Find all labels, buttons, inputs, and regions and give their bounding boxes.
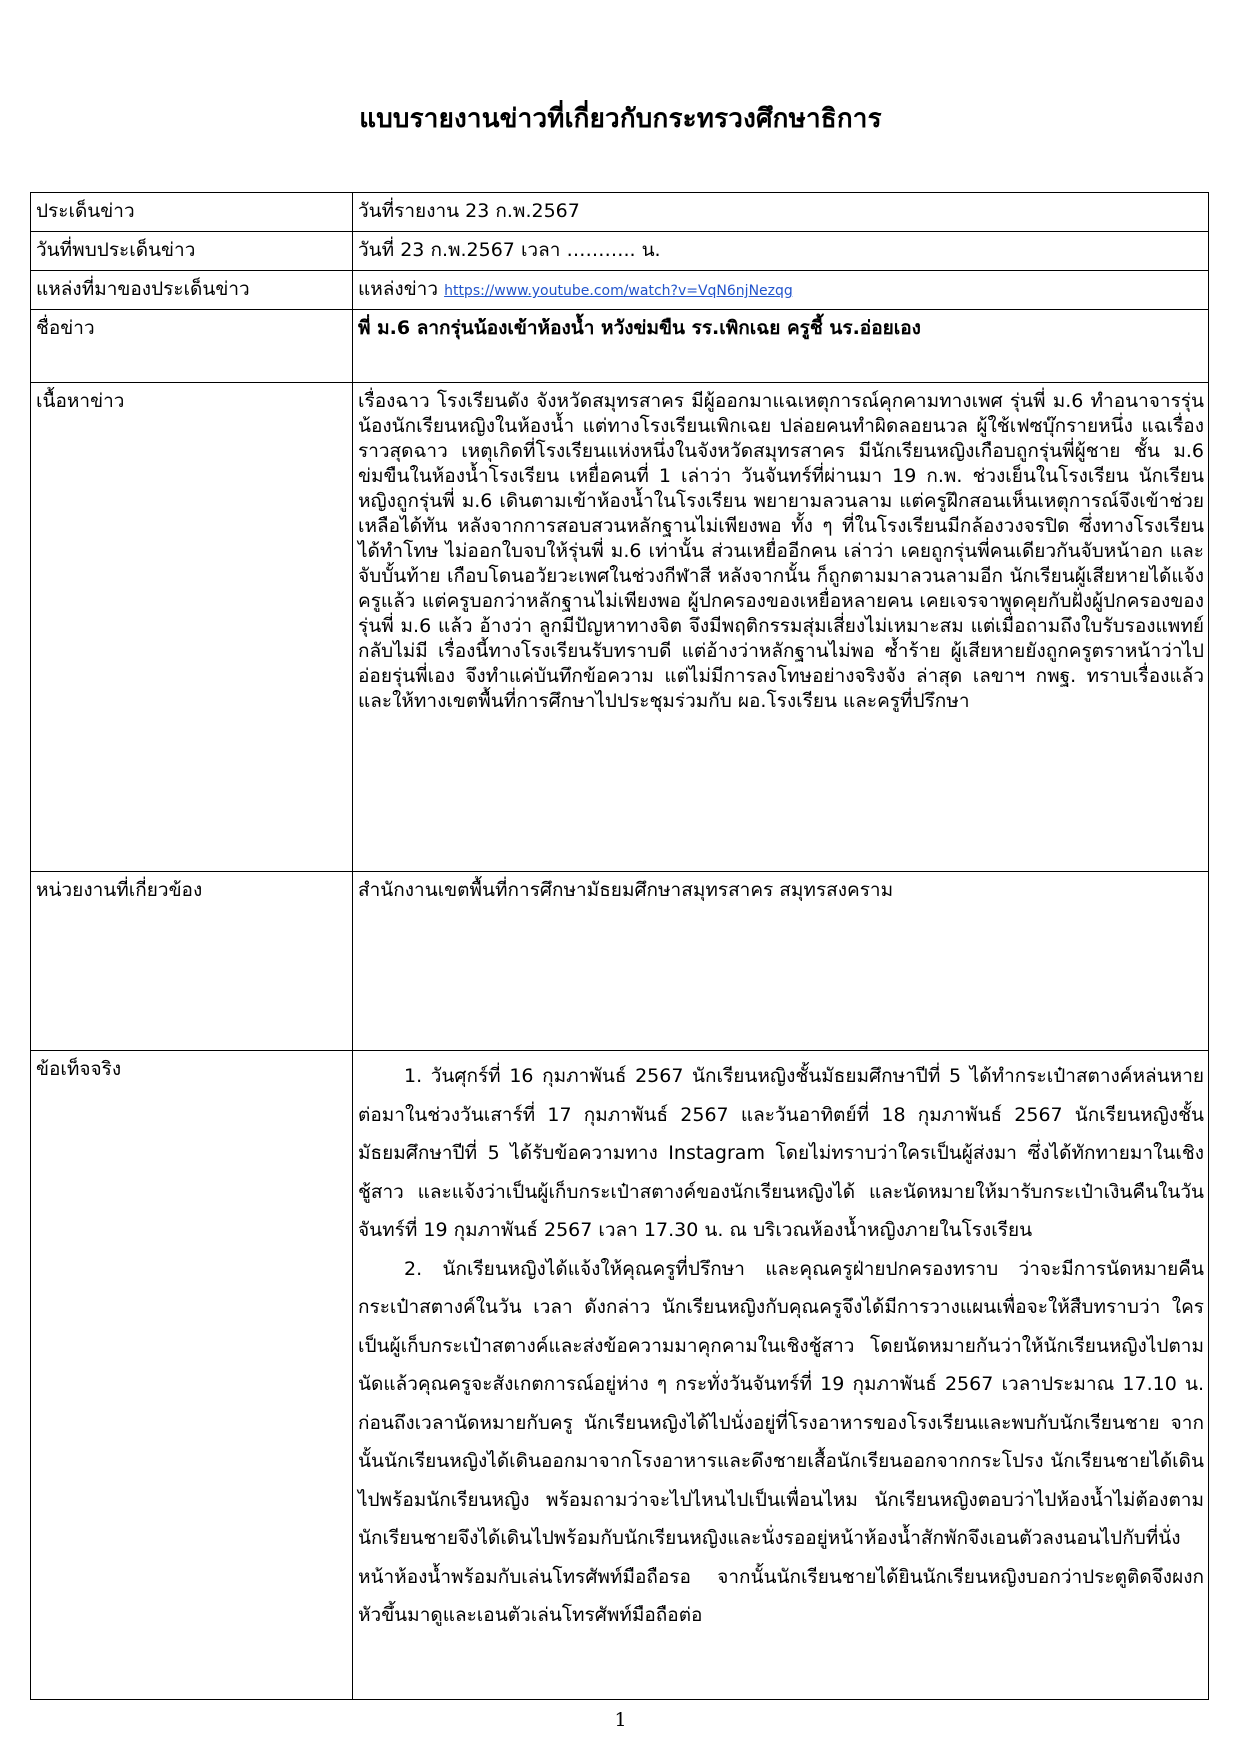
row-headline	[31, 310, 1209, 383]
value-news-issue: วันที่รายงาน 23 ก.พ.2567	[353, 193, 1209, 232]
value-date-found: วันที่ 23 ก.พ.2567 เวลา ……….. น.	[353, 232, 1209, 271]
row-news-body	[31, 383, 1209, 872]
label-headline: ชื่อข่าว	[31, 310, 353, 383]
source-prefix: แหล่งข่าว	[358, 278, 439, 300]
facts-paragraph-1: 1. วันศุกร์ที่ 16 กุมภาพันธ์ 2567 นักเรียนหญิงชั้นมัธยมศึกษาปีที่ 5 ได้ทำกระเป๋าสตางค์หล่นหาย ต่อมาในช่วงวันเสาร์ที่ 17 กุมภาพันธ์ 2567 และวันอาทิตย์ที่ 18 กุมภาพันธ์ 2567 นักเรียนหญิงชั้นมัธยมศึกษาปีที่ 5 ได้รับข้อความทาง Instagram โดยไม่ทราบว่าใครเป็นผู้ส่งมา ซึ่งได้ทักทายมาในเชิงชู้สาว และแจ้งว่าเป็นผู้เก็บกระเป๋าสตางค์ของนักเรียนหญิงได้ และนัดหมายให้มารับกระเป๋าเงินคืนในวันจันทร์ที่ 19 กุมภาพันธ์ 2567 เวลา 17.30 น. ณ บริเวณห้องน้ำหญิงภายในโรงเรียน	[358, 1065, 1204, 1241]
report-table	[30, 192, 1209, 1700]
facts-paragraph-2: 2. นักเรียนหญิงได้แจ้งให้คุณครูที่ปรึกษา และคุณครูฝ่ายปกครองทราบ ว่าจะมีการนัดหมายคืนกระเป๋าสตางค์ในวัน เวลา ดังกล่าว นักเรียนหญิงกับคุณครูจึงได้มีการวางแผนเพื่อจะให้สืบทราบว่า ใครเป็นผู้เก็บกระเป๋าสตางค์และส่งข้อความมาคุกคามในเชิงชู้สาว โดยนัดหมายกันว่าให้นักเรียนหญิงไปตามนัดแล้วคุณครูจะสังเกตการณ์อยู่ห่าง ๆ กระทั่งวันจันทร์ที่ 19 กุมภาพันธ์ 2567 เวลาประมาณ 17.10 น. ก่อนถึงเวลานัดหมายกับครู นักเรียนหญิงได้ไปนั่งอยู่ที่โรงอาหารของโรงเรียนและพบกับนักเรียนชาย จากนั้นนักเรียนหญิงได้เดินออกมาจากโรงอาหารและดึงชายเสื้อนักเรียนออกจากกระโปรง นักเรียนชายได้เดินไปพร้อมนักเรียนหญิง พร้อมถามว่าจะไปไหนไปเป็นเพื่อนไหม นักเรียนหญิงตอบว่าไปห้องน้ำไม่ต้องตาม นักเรียนชายจึงได้เดินไปพร้อมกับนักเรียนหญิงและนั่งรออยู่หน้าห้องน้ำสักพักจึงเอนตัวลงนอนไปกับที่นั่งหน้าห้องน้ำพร้อมกับเล่นโทรศัพท์มือถือรอ จากนั้นนักเรียนชายได้ยินนักเรียนหญิงบอกว่าประตูติดจึงผงกหัวขึ้นมาดูและเอนตัวเล่นโทรศัพท์มือถือต่อ	[358, 1257, 1204, 1626]
label-facts: ข้อเท็จจริง	[31, 1051, 353, 1700]
value-headline: พี่ ม.6 ลากรุ่นน้องเข้าห้องน้ำ หวังข่มขืน รร.เพิกเฉย ครูชี้ นร.อ่อยเอง	[353, 310, 1209, 383]
row-news-issue	[31, 193, 1209, 232]
row-date-found	[31, 232, 1209, 271]
label-news-source: แหล่งที่มาของประเด็นข่าว	[31, 271, 353, 310]
row-facts	[31, 1051, 1209, 1700]
value-related-agency: สำนักงานเขตพื้นที่การศึกษามัธยมศึกษาสมุทรสาคร สมุทรสงคราม	[353, 872, 1209, 1051]
row-news-source	[31, 271, 1209, 310]
page-number: 1	[614, 1709, 627, 1731]
value-news-body: เรื่องฉาว โรงเรียนดัง จังหวัดสมุทรสาคร มีผู้ออกมาแฉเหตุการณ์คุกคามทางเพศ รุ่นพี่ ม.6 ทำอนาจารรุ่นน้องนักเรียนหญิงในห้องน้ำ แต่ทางโรงเรียนเพิกเฉย ปล่อยคนทำผิดลอยนวล ผู้ใช้เฟซบุ๊กรายหนึ่ง แฉเรื่องราวสุดฉาว เหตุเกิดที่โรงเรียนแห่งหนึ่งในจังหวัดสมุทรสาคร มีนักเรียนหญิงเกือบถูกรุ่นพี่ผู้ชาย ชั้น ม.6 ข่มขืนในห้องน้ำโรงเรียน เหยื่อคนที่ 1 เล่าว่า วันจันทร์ที่ผ่านมา 19 ก.พ. ช่วงเย็นในโรงเรียน นักเรียนหญิงถูกรุ่นพี่ ม.6 เดินตามเข้าห้องน้ำในโรงเรียน พยายามลวนลาม แต่ครูฝึกสอนเห็นเหตุการณ์จึงเข้าช่วยเหลือได้ทัน หลังจากการสอบสวนหลักฐานไม่เพียงพอ ทั้ง ๆ ที่ในโรงเรียนมีกล้องวงจรปิด ซึ่งทางโรงเรียนได้ทำโทษ ไม่ออกใบจบให้รุ่นพี่ ม.6 เท่านั้น ส่วนเหยื่ออีกคน เล่าว่า เคยถูกรุ่นพี่คนเดียวกันจับหน้าอก และจับบั้นท้าย เกือบโดนอวัยวะเพศในช่วงกีฬาสี หลังจากนั้น ก็ถูกตามมาลวนลามอีก นักเรียนผู้เสียหายได้แจ้งครูแล้ว แต่ครูบอกว่าหลักฐานไม่เพียงพอ ผู้ปกครองของเหยื่อหลายคน เคยเจรจาพูดคุยกับฝั่งผู้ปกครองของรุ่นพี่ ม.6 แล้ว อ้างว่า ลูกมีปัญหาทางจิต จึงมีพฤติกรรมสุ่มเสี่ยงไม่เหมาะสม แต่เมื่อถามถึงใบรับรองแพทย์ กลับไม่มี เรื่องนี้ทางโรงเรียนรับทราบดี แต่อ้างว่าหลักฐานไม่พอ ซ้ำร้าย ผู้เสียหายยังถูกครูตราหน้าว่าไปอ่อยรุ่นพี่เอง จึงทำแค่บันทึกข้อความ แต่ไม่มีการลงโทษอย่างจริงจัง ล่าสุด เลขาฯ กพฐ. ทราบเรื่องแล้ว และให้ทางเขตพื้นที่การศึกษาไปประชุมร่วมกับ ผอ.โรงเรียน และครูที่ปรึกษา	[353, 383, 1209, 872]
label-news-body: เนื้อหาข่าว	[31, 383, 353, 872]
document-title: แบบรายงานข่าวที่เกี่ยวกับกระทรวงศึกษาธิการ	[359, 104, 882, 134]
label-news-issue: ประเด็นข่าว	[31, 193, 353, 232]
label-related-agency: หน่วยงานที่เกี่ยวข้อง	[31, 872, 353, 1051]
row-related-agency	[31, 872, 1209, 1051]
label-date-found: วันที่พบประเด็นข่าว	[31, 232, 353, 271]
source-url-link[interactable]: https://www.youtube.com/watch?v=VqN6njNezqg	[444, 283, 793, 299]
value-facts	[353, 1051, 1209, 1700]
value-news-source	[353, 271, 1209, 310]
